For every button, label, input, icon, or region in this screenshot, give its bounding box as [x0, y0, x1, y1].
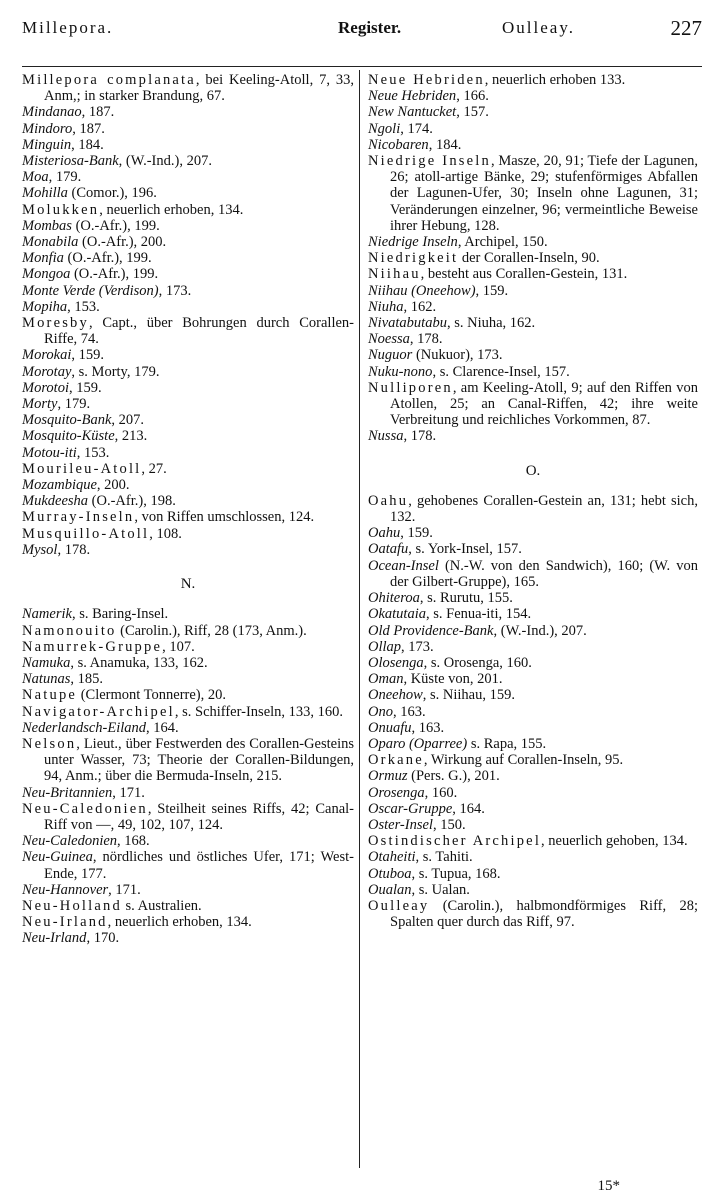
entry-headword: Nivatabutabu [368, 315, 447, 332]
entry-headword: Oscar-Gruppe [368, 800, 453, 817]
entry-references: , s. Schiffer-Inseln, 133, 160. [174, 703, 344, 720]
entry-references: (N.-W. von den Sandwich), 160; (W. von der Gilbert-Gruppe), 165. [390, 557, 698, 590]
entry-references: , Capt., über Bohrungen durch Corallen-Riffe, 74. [44, 315, 354, 348]
entry-references: , 173. [158, 282, 192, 299]
entry-headword: Oahu [368, 492, 409, 509]
entry-references: , 187. [81, 104, 115, 121]
index-entry [22, 930, 354, 946]
entry-references: , von Riffen umschlossen, 124. [134, 509, 315, 526]
entry-headword: Mopiha [22, 298, 68, 315]
entry-headword: Nussa [368, 428, 404, 445]
entry-references: , Küste von, 201. [403, 671, 503, 688]
entry-references: , s. Clarence-Insel, 157. [432, 363, 570, 380]
entry-headword: Morokai [22, 347, 72, 364]
index-entry [368, 817, 698, 833]
entry-references: , neuerlich erhoben, 134. [99, 201, 244, 218]
index-entry [368, 704, 698, 720]
index-entry [368, 623, 698, 639]
entry-references: , 171. [108, 881, 141, 898]
index-entry [22, 493, 354, 509]
index-entry [368, 655, 698, 671]
entry-references: , 162. [403, 298, 437, 315]
entry-references: , bei Keeling-Atoll, 7, 33, Anm,; in starker Brandung, 67. [44, 72, 354, 105]
page-header [22, 14, 702, 44]
entry-references: , s. Anamuka, 133, 162. [70, 654, 208, 671]
entry-headword: Namuka [22, 654, 71, 671]
index-entry [22, 347, 354, 363]
index-entry [22, 720, 354, 736]
entry-references: , am Keeling-Atoll, 9; auf den Riffen von Atollen, 25; an Canal-Riffen, 42; ihre weite Verbreitung und reichliches Vorkommen, 87. [390, 379, 698, 429]
entry-headword: Ohiteroa [368, 590, 420, 607]
entry-references: (Carolin.), halbmondförmiges Riff, 28; Spalten quer durch das Riff, 97. [390, 897, 698, 931]
entry-headword: Navigator-Archipel [22, 703, 175, 720]
section-heading: O. [525, 462, 541, 479]
entry-references: , neuerlich erhoben 133. [484, 72, 626, 88]
entry-references: , s. Baring-Insel. [71, 606, 169, 623]
index-entry [22, 623, 354, 639]
entry-headword: Ostindischer Archipel [368, 833, 542, 850]
entry-references: , 153. [76, 444, 110, 461]
index-entry [22, 785, 354, 801]
entry-headword: Mourileu-Atoll [22, 460, 142, 477]
index-entry [368, 88, 698, 104]
page-number: 227 [670, 16, 702, 40]
entry-references: (O.-Afr.), 200. [78, 234, 167, 251]
index-entry [22, 914, 354, 930]
entry-references: , s. York-Insel, 157. [408, 541, 522, 558]
index-entry [22, 412, 354, 428]
entry-references: , Archipel, 150. [457, 234, 548, 251]
index-entry [368, 590, 698, 606]
index-entry [368, 849, 698, 865]
entry-headword: Neu-Irland [22, 914, 108, 931]
entry-references: , 174. [400, 120, 433, 137]
index-entry [22, 477, 354, 493]
entry-references: (O.-Afr.), 199. [71, 217, 160, 234]
entry-references: , 184. [71, 136, 104, 153]
entry-references: der Corallen-Inseln, 90. [458, 250, 600, 267]
index-entry [368, 882, 698, 898]
entry-references: (Nukuor), 173. [412, 347, 503, 364]
entry-headword: Niedrige Inseln [368, 234, 458, 251]
section-heading: N. [180, 576, 196, 593]
entry-headword: Moresby [22, 315, 89, 332]
entry-references: , 159. [71, 347, 105, 364]
entry-references: , 168. [117, 833, 150, 850]
index-entry [368, 541, 698, 557]
entry-headword: Olosenga [368, 654, 424, 671]
index-entry [368, 250, 698, 266]
entry-references: , 164. [146, 719, 179, 736]
index-entry [22, 380, 354, 396]
entry-references: , 159. [475, 282, 509, 299]
entry-references: , s. Ualan. [411, 881, 470, 898]
header-rule [22, 66, 702, 67]
entry-references: , 159. [400, 525, 433, 542]
index-entry [368, 428, 698, 444]
entry-headword: Noessa [368, 331, 410, 348]
entry-headword: Mysol [22, 541, 58, 558]
index-entry [22, 299, 354, 315]
entry-references: , 178. [57, 541, 91, 558]
entry-headword: Motou-iti [22, 444, 77, 461]
entry-references: (Clermont Tonnerre), 20. [77, 687, 226, 704]
entry-references: , 187. [72, 120, 105, 137]
index-entry [368, 104, 698, 120]
index-entry [22, 169, 354, 185]
entry-headword: Neue Hebriden [368, 72, 485, 88]
entry-references: , 170. [86, 930, 120, 947]
entry-headword: Mukdeesha [22, 493, 89, 510]
entry-headword: Murray-Inseln [22, 509, 135, 526]
entry-references: (Comor.), 196. [67, 185, 157, 202]
entry-references: , 207. [111, 412, 145, 429]
entry-headword: Ono [368, 703, 393, 720]
index-entry [368, 121, 698, 137]
index-entry [22, 428, 354, 444]
entry-headword: Natunas [22, 671, 71, 688]
entry-headword: Oparo (Oparree) [368, 735, 468, 752]
index-entry [22, 461, 354, 477]
index-entry [368, 866, 698, 882]
entry-references: , s. Niihau, 159. [422, 687, 515, 704]
entry-headword: Morty [22, 396, 58, 413]
entry-references: , 157. [456, 104, 489, 121]
entry-headword: Monte Verde (Verdison) [22, 282, 159, 299]
entry-references: s. Rapa, 155. [467, 735, 547, 752]
index-entry [22, 72, 354, 104]
index-entry [368, 493, 698, 525]
entry-headword: Neu-Holland [22, 897, 122, 914]
index-entry [22, 849, 354, 881]
entry-references: , 163. [411, 719, 445, 736]
index-entry [368, 380, 698, 429]
index-entry [22, 185, 354, 201]
entry-headword: Oahu [368, 525, 401, 542]
header-left: Millepora. [22, 18, 114, 37]
index-entry [368, 687, 698, 703]
index-entry [22, 639, 354, 655]
entry-headword: Musquillo-Atoll [22, 525, 150, 542]
index-entry [22, 218, 354, 234]
entry-references: , 179. [48, 169, 82, 186]
entry-references: , 173. [401, 638, 434, 655]
entry-references: , s. Tupua, 168. [411, 865, 501, 882]
entry-headword: Moa [22, 169, 49, 186]
entry-references: , gehobenes Corallen-Gestein an, 131; hebt sich, 132. [390, 492, 698, 526]
entry-headword: Neu-Britannien [22, 784, 113, 801]
index-entry [368, 234, 698, 250]
index-entry [368, 898, 698, 930]
index-entry [22, 234, 354, 250]
entry-headword: Monfia [22, 250, 64, 267]
entry-headword: Mongoa [22, 266, 71, 283]
entry-headword: Neu-Guinea [22, 849, 93, 866]
index-entry [22, 121, 354, 137]
entry-references: , 171. [112, 784, 145, 801]
index-entry [368, 833, 698, 849]
entry-headword: Monabila [22, 234, 79, 251]
index-entry [22, 542, 354, 558]
entry-references: s. Australien. [121, 897, 202, 914]
entry-headword: Molukken [22, 201, 100, 218]
index-entry [22, 137, 354, 153]
entry-references: , s. Niuha, 162. [446, 315, 536, 332]
entry-references: , 178. [403, 428, 437, 445]
index-entry [368, 768, 698, 784]
entry-references: , 163. [392, 703, 426, 720]
index-entry [368, 736, 698, 752]
entry-references: (O.-Afr.), 199. [70, 266, 159, 283]
index-entry [22, 882, 354, 898]
entry-headword: Niedrigkeit [368, 250, 459, 267]
entry-references: , 108. [149, 525, 182, 542]
entry-references: , s. Tahiti. [415, 849, 473, 866]
entry-headword: Neu-Irland [22, 930, 87, 947]
entry-headword: Neue Hebriden [368, 88, 457, 105]
index-entry [22, 315, 354, 347]
entry-headword: Millepora complanata [22, 72, 196, 88]
entry-headword: Nederlandsch-Eiland [22, 719, 147, 736]
entry-headword: Nuku-nono [368, 363, 433, 380]
index-entry [368, 266, 698, 282]
index-entry [22, 104, 354, 120]
entry-headword: Mosquito-Küste [22, 428, 115, 445]
index-entry [368, 558, 698, 590]
column-divider [359, 70, 360, 1168]
entry-headword: Mosquito-Bank [22, 412, 112, 429]
entry-headword: Orkane [368, 752, 424, 769]
entry-references: , neuerlich erhoben, 134. [107, 914, 252, 931]
entry-references: , 166. [456, 88, 489, 105]
entry-references: , 200. [96, 477, 130, 494]
index-entry [368, 671, 698, 687]
entry-references: , 107. [162, 638, 195, 655]
entry-references: , Wirkung auf Corallen-Inseln, 95. [423, 752, 624, 769]
entry-headword: Namerik [22, 606, 72, 623]
entry-headword: New Nantucket [368, 104, 457, 121]
index-entry [22, 898, 354, 914]
entry-references: , (W.-Ind.), 207. [493, 622, 587, 639]
entry-headword: Morotoi [22, 379, 69, 396]
entry-headword: Oatafu [368, 541, 409, 558]
index-entry [368, 720, 698, 736]
entry-headword: Mindanao [22, 104, 82, 121]
entry-references: , s. Rurutu, 155. [419, 590, 513, 607]
entry-headword: Mindoro [22, 120, 73, 137]
index-entry [368, 364, 698, 380]
entry-references: , s. Fenua-iti, 154. [426, 606, 532, 623]
index-entry [22, 445, 354, 461]
entry-headword: Nuguor [368, 347, 413, 364]
header-center: Register. [338, 18, 402, 37]
index-entry [368, 752, 698, 768]
entry-headword: Old Providence-Bank [368, 622, 494, 639]
index-entry [22, 202, 354, 218]
index-entry [22, 153, 354, 169]
entry-headword: Oster-Insel [368, 816, 433, 833]
entry-headword: Oneehow [368, 687, 423, 704]
index-entry [22, 283, 354, 299]
index-entry [22, 833, 354, 849]
entry-headword: Otaheiti [368, 849, 416, 866]
index-entry [368, 606, 698, 622]
entry-headword: Niihau [368, 266, 421, 283]
index-entry [22, 606, 354, 622]
entry-references: (O.-Afr.), 199. [63, 250, 152, 267]
index-entry [368, 525, 698, 541]
index-entry [22, 704, 354, 720]
entry-headword: Minguin [22, 136, 72, 153]
entry-headword: Misteriosa-Bank [22, 153, 119, 170]
entry-headword: Namonouito [22, 622, 117, 639]
index-entry [368, 331, 698, 347]
index-entry [368, 315, 698, 331]
entry-headword: Neu-Caledonien [22, 800, 148, 817]
entry-references: , 179. [57, 396, 91, 413]
header-right: Oulleay. [502, 18, 575, 37]
entry-headword: Mombas [22, 217, 72, 234]
entry-headword: Morotay [22, 363, 72, 380]
index-entry [22, 250, 354, 266]
entry-headword: Mozambique [22, 477, 97, 494]
entry-references: , neuerlich gehoben, 134. [541, 833, 688, 850]
entry-references: , 160. [424, 784, 458, 801]
index-entry [22, 671, 354, 687]
entry-references: , 184. [428, 136, 462, 153]
entry-headword: Otuboa [368, 865, 412, 882]
index-entry [22, 396, 354, 412]
entry-references: , Masze, 20, 91; Tiefe der Lagunen, 26; atoll-artige Bänke, 29; stufenförmiges Abfallen der Lagunen-Ufer, 30; Inseln ohne Lagunen, 31; Veränderungen einzelner, 96; vermeintliche Beweise ihrer Hebung, 128. [390, 153, 698, 234]
index-entry [22, 266, 354, 282]
entry-headword: Mohilla [22, 185, 68, 202]
entry-headword: Ocean-Insel [368, 557, 439, 574]
entry-references: , (W.-Ind.), 207. [118, 153, 212, 170]
entry-references: (Carolin.), Riff, 28 (173, Anm.). [116, 622, 307, 639]
entry-headword: Ngoli [368, 120, 401, 137]
entry-headword: Neu-Caledonien [22, 833, 118, 850]
entry-headword: Niedrige Inseln [368, 153, 491, 170]
entry-references: , Steilheit seines Riffs, 42; Canal-Riff von —, 49, 102, 107, 124. [44, 800, 354, 833]
index-entry [368, 283, 698, 299]
index-entry [22, 736, 354, 785]
entry-references: , 213. [114, 428, 148, 445]
index-entry [22, 801, 354, 833]
printer-signature: 15* [597, 1178, 620, 1194]
index-entry [22, 526, 354, 542]
entry-headword: Ollap [368, 638, 402, 655]
entry-references: , s. Morty, 179. [71, 363, 160, 380]
entry-references: , besteht aus Corallen-Gestein, 131. [420, 266, 628, 283]
entry-references: (O.-Afr.), 198. [88, 493, 176, 510]
index-entry [368, 785, 698, 801]
entry-headword: Nelson [22, 735, 77, 752]
entry-references: , 185. [70, 671, 103, 688]
index-entry [22, 687, 354, 703]
entry-headword: Oman [368, 671, 404, 688]
index-entry [22, 509, 354, 525]
entry-references: , 150. [432, 816, 466, 833]
index-entry [22, 655, 354, 671]
entry-headword: Namurrek-Gruppe [22, 638, 163, 655]
index-entry [22, 364, 354, 380]
entry-headword: Nulliporen [368, 379, 453, 396]
entry-references: , 159. [69, 379, 102, 396]
index-entry [368, 639, 698, 655]
entry-references: , Lieut., über Festwerden des Corallen-Gesteins unter Wasser, 73; Theorie der Corallen-Bildungen, 94, Anm.; über die Bermuda-Inseln, 215. [44, 735, 354, 785]
entry-headword: Ormuz [368, 768, 408, 785]
entry-references: , s. Orosenga, 160. [423, 654, 532, 671]
entry-references: , 27. [141, 460, 167, 477]
entry-references: , 178. [409, 331, 443, 348]
entry-headword: Onuafu [368, 719, 412, 736]
entry-headword: Niihau (Oneehow) [368, 282, 476, 299]
entry-references: , 153. [67, 298, 100, 315]
entry-headword: Nicobaren [368, 136, 429, 153]
right-column [368, 72, 698, 930]
left-column [22, 72, 354, 947]
entry-headword: Natupe [22, 687, 78, 704]
entry-headword: Neu-Hannover [22, 881, 109, 898]
index-entry [368, 299, 698, 315]
entry-references: , 164. [452, 800, 485, 817]
index-entry [368, 72, 698, 88]
index-entry [368, 801, 698, 817]
entry-references: (Pers. G.), 201. [407, 768, 500, 785]
entry-headword: Niuha [368, 298, 404, 315]
index-entry [368, 137, 698, 153]
index-entry [368, 153, 698, 234]
entry-references: , nördliches und östliches Ufer, 171; West-Ende, 177. [44, 849, 354, 882]
entry-headword: Okatutaia [368, 606, 426, 623]
entry-headword: Oualan [368, 881, 412, 898]
entry-headword: Oulleay [368, 897, 430, 914]
index-entry [368, 347, 698, 363]
entry-headword: Orosenga [368, 784, 425, 801]
